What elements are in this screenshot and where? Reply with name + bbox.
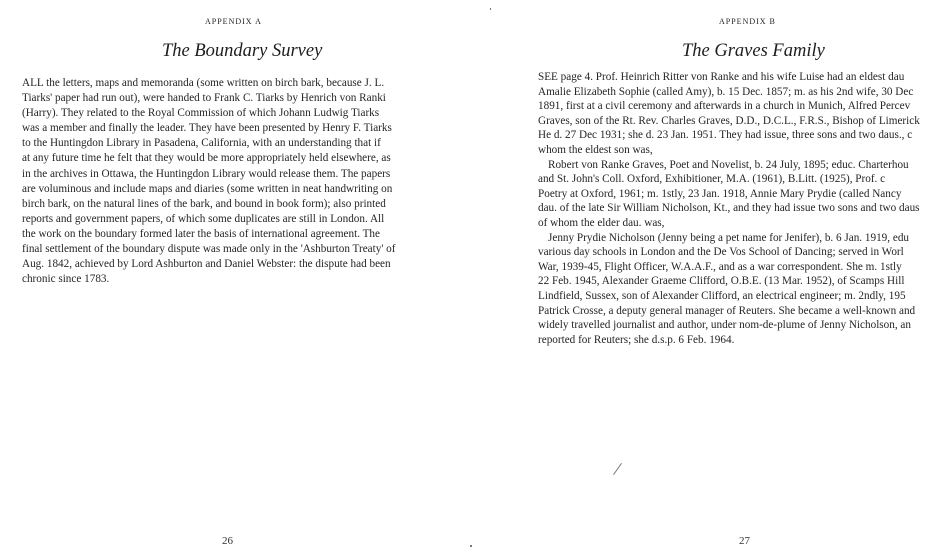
right-page <box>475 0 951 554</box>
text-line: and St. John's Coll. Oxford, Exhibitioner, M.A. (1961), B.Litt. (1925), Prof. c <box>538 173 886 186</box>
right-running-head: APPENDIX B <box>719 17 776 26</box>
text-line: Lindfield, Sussex, son of Alexander Clifford, an electrical engineer; m. 2ndly, 195 <box>538 289 906 302</box>
text-line: widely travelled journalist and author, under nom-de-plume of Jenny Nicholson, an <box>538 319 911 332</box>
text-line: final settlement of the boundary dispute was made only in the 'Ashburton Treaty' of <box>22 243 396 256</box>
text-line: Tiarks' paper had run out), were handed to Frank C. Tiarks by Henrich von Ranki <box>22 92 386 105</box>
text-line: in the archives in Ottawa, the Huntingdon Library would release them. The papers <box>22 167 391 180</box>
text-line: Robert von Ranke Graves, Poet and Novelist, b. 24 July, 1895; educ. Charterhou <box>548 158 909 171</box>
text-line: SEE page 4. Prof. Heinrich Ritter von Ranke and his wife Luise had an eldest dau <box>538 71 905 83</box>
right-page-title: The Graves Family <box>682 41 825 61</box>
text-line: chronic since 1783. <box>22 273 110 286</box>
text-line: 1891, first at a civil ceremony and afterwards in a church in Munich, Alfred Percev <box>538 100 911 113</box>
text-line: reports and government papers, of which some duplicates are still in London. All <box>22 212 385 225</box>
text-line: various day schools in London and the De Vos School of Dancing; served in Worl <box>538 246 904 259</box>
text-line: birch bark, on the natural lines of the bark, and bound in book form); also printed <box>22 197 386 210</box>
left-page-title: The Boundary Survey <box>162 41 323 61</box>
text-line: War, 1939-45, Flight Officer, W.A.A.F., and as a war correspondent. She m. 1stly <box>538 260 902 273</box>
text-line: Aug. 1842, achieved by Lord Ashburton and Daniel Webster: the dispute had been <box>22 258 391 271</box>
text-line: are voluminous and include maps and diaries (some written in neat handwriting on <box>22 182 393 195</box>
text-line: at any future time he felt that they would be more appropriately held elsewhere, as <box>22 152 391 165</box>
text-line: (Harry). They related to the Royal Commission of which Johann Ludwig Tiarks <box>22 107 380 120</box>
text-line: Jenny Prydie Nicholson (Jenny being a pet name for Jenifer), b. 6 Jan. 1919, edu <box>548 231 910 244</box>
paragraph-jenny-nicholson <box>538 231 951 348</box>
text-line: of whom the elder dau. was, <box>538 216 665 229</box>
text-line: Graves, son of the Rt. Rev. Charles Graves, D.D., D.C.L., F.R.S., Bishop of Limerick <box>538 114 920 127</box>
left-page-number: 26 <box>222 535 233 547</box>
text-line: to the Huntingdon Library in Pasadena, California, with an understanding that if <box>22 137 381 150</box>
text-line: was a member and finally the leader. They have been presented by Henry F. Tiarks <box>22 122 392 135</box>
text-line: the work on the boundary formed later the basis of international agreement. The <box>22 227 380 240</box>
text-line: He d. 27 Dec 1931; she d. 23 Jan. 1951. They had issue, three sons and two daus., c <box>538 129 913 142</box>
text-line: Patrick Crosse, a deputy general manager of Reuters. She became a well-known and <box>538 304 916 317</box>
right-page-number: 27 <box>739 535 750 547</box>
text-line: Poetry at Oxford, 1961; m. 1stly, 23 Jan. 1918, Annie Mary Prydie (called Nancy <box>538 187 902 200</box>
text-line: 22 Feb. 1945, Alexander Graeme Clifford, O.B.E. (13 Mar. 1952), of Scamps Hill <box>538 275 905 288</box>
paragraph-see-page <box>538 70 951 158</box>
scan-mark <box>470 545 472 547</box>
text-line: Amalie Elizabeth Sophie (called Amy), b. 15 Dec. 1857; m. as his 2nd wife, 30 Dec <box>538 85 914 98</box>
scan-mark <box>490 8 491 10</box>
left-running-head: APPENDIX A <box>205 17 262 26</box>
left-page <box>0 0 475 554</box>
text-line: reported for Reuters; she d.s.p. 6 Feb. 1964. <box>538 333 735 346</box>
paragraph-robert-graves <box>538 158 951 231</box>
left-body-text <box>22 76 446 287</box>
right-body-text <box>538 70 951 347</box>
text-line: ALL the letters, maps and memoranda (some written on birch bark, because J. L. <box>22 77 385 89</box>
text-line: dau. of the late Sir William Nicholson, Kt., and they had issue two sons and two daus <box>538 202 920 215</box>
text-line: whom the eldest son was, <box>538 143 653 156</box>
